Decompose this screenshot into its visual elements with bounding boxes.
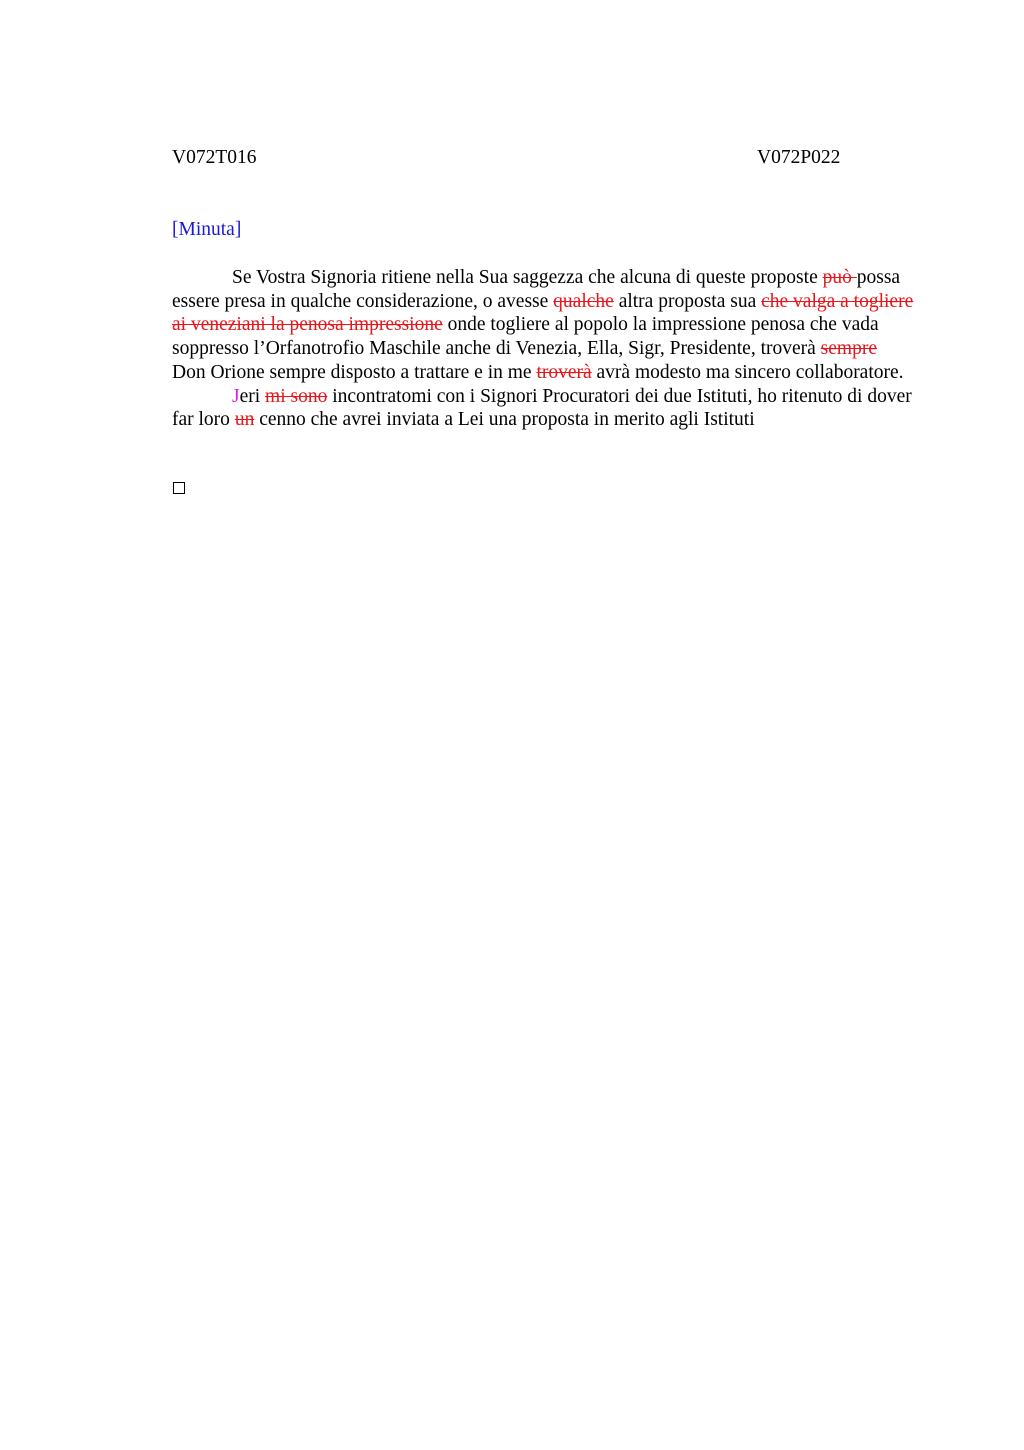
text-run: Se Vostra Signoria ritiene nella Sua saggezza che alcuna di queste proposte [232,267,823,288]
deleted-text: mi sono [265,385,328,407]
inserted-letter: J [232,385,240,407]
deleted-text: che valga a togliere ai veneziani la penosa impressione [172,290,914,336]
text-run: cenno che avrei inviata a Lei una proposta in merito agli Istituti [254,409,755,431]
paragraph-1 [172,266,914,385]
deleted-text: qualche [553,290,614,312]
deleted-text: troverà [536,361,592,383]
text-run: incontratomi con i Signori Procuratori dei due Istituti, ho ritenuto di dover far loro [172,385,912,431]
text-run: altra proposta sua [613,290,762,312]
text-run: Don Orione sempre disposto a trattare e in me [172,361,537,383]
text-run: possa essere presa in qualche considerazione, o avesse [172,267,901,312]
document-code-left: V072T016 [172,147,257,168]
page-code-right: V072P022 [757,147,841,168]
text-run: onde togliere al popolo la impressione penosa che vada soppresso l’Orfanotrofio Maschile anche di Venezia, Ella, Sigr, Presidente, troverà [172,314,879,360]
letter-body [172,266,914,432]
minuta-label: [Minuta] [172,219,242,240]
text-run: avrà modesto ma sincero collaboratore. [591,361,904,383]
text-run: eri [239,385,266,407]
document-page [172,146,914,431]
document-header [172,146,914,170]
deleted-text: sempre [820,338,877,360]
checkbox-icon[interactable] [173,482,185,494]
paragraph-2 [172,385,914,432]
deleted-text: un [234,409,255,431]
deleted-text: può [822,267,857,288]
